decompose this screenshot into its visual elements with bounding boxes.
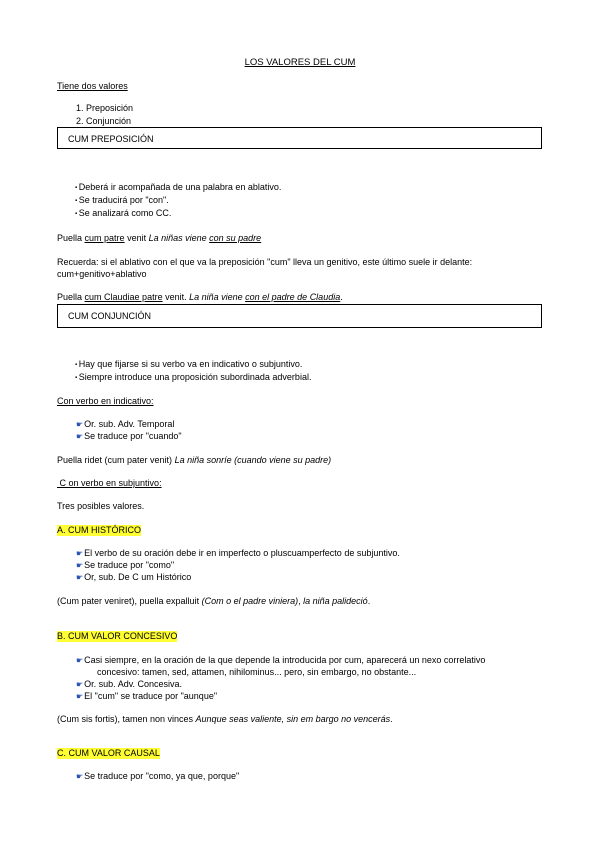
section-box-title: CUM PREPOSICIÓN xyxy=(68,134,154,144)
recuerda-line-1: Recuerda: si el ablativo con el que va la preposición "cum" lleva un genitivo, este último suele ir delante: xyxy=(57,257,473,267)
pointing-hand-icon: ☛ xyxy=(76,420,84,429)
pointing-hand-icon: ☛ xyxy=(76,573,84,582)
list-item xyxy=(76,679,182,690)
list-item xyxy=(76,771,239,782)
translation-text: (Com o el padre viniera) xyxy=(201,596,299,606)
translation-underlined: con el padre de Claudia xyxy=(245,292,341,302)
pointing-hand-icon: ☛ xyxy=(76,549,84,558)
punctuation: . xyxy=(390,714,393,724)
list-item: ▪ Deberá ir acompañada de una palabra en ablativo. xyxy=(75,182,281,194)
pointing-hand-icon: ☛ xyxy=(76,561,84,570)
indicativo-heading: Con verbo en indicativo: xyxy=(57,396,154,406)
list-item-label: Or. sub. Adv. Temporal xyxy=(84,419,175,429)
latin-text: Puella xyxy=(57,292,85,302)
pointing-hand-icon: ☛ xyxy=(76,772,84,781)
latin-text: venit xyxy=(124,233,149,243)
list-item-label: Se traduce por "como, ya que, porque" xyxy=(84,771,240,781)
list-item-label: Casi siempre, en la oración de la que depende la introducida por cum, aparecerá un nexo correlativo xyxy=(84,655,486,665)
intro-item-2: 2. Conjunción xyxy=(76,116,132,126)
translation-text: La niñas viene xyxy=(148,233,210,243)
list-item: ▪ Se traducirá por "con". xyxy=(75,195,169,207)
latin-text: (Cum sis fortis), tamen non vinces xyxy=(57,714,196,724)
intro-heading: Tiene dos valores xyxy=(57,81,128,91)
translation-underlined: con su padre xyxy=(209,233,262,243)
punctuation: . xyxy=(340,292,343,302)
historico-heading: A. CUM HISTÓRICO xyxy=(57,525,142,535)
tres-valores-text: Tres posibles valores. xyxy=(57,501,145,511)
list-item-label: Or. sub. Adv. Concesiva. xyxy=(84,679,183,689)
latin-underlined: cum Claudiae patre xyxy=(84,292,163,302)
list-item xyxy=(76,655,485,666)
list-item xyxy=(76,419,174,430)
recuerda-line-2: cum+genitivo+ablativo xyxy=(57,269,147,279)
list-item xyxy=(76,431,182,442)
subjuntivo-heading: C on verbo en subjuntivo: xyxy=(57,478,162,488)
example-sentence xyxy=(57,714,393,725)
example-sentence xyxy=(57,455,331,466)
list-item xyxy=(76,572,191,583)
latin-text: (Cum pater veniret), puella expalluit xyxy=(57,596,202,606)
latin-text: Puella ridet (cum pater venit) xyxy=(57,455,175,465)
latin-underlined: cum patre xyxy=(84,233,125,243)
translation-text: la niña palideció xyxy=(303,596,368,606)
list-item-label: El verbo de su oración debe ir en imperfecto o pluscuamperfecto de subjuntivo. xyxy=(84,548,400,558)
list-item xyxy=(76,548,400,559)
punctuation: , xyxy=(298,596,304,606)
list-item-continuation: concesivo: tamen, sed, attamen, nihilominus... pero, sin embargo, no obstante... xyxy=(97,667,417,677)
translation-text: La niña sonríe (cuando viene su padre) xyxy=(174,455,332,465)
pointing-hand-icon: ☛ xyxy=(76,692,84,701)
list-item xyxy=(76,560,174,571)
example-sentence xyxy=(57,233,261,244)
list-item-label: El "cum" se traduce por "aunque" xyxy=(84,691,218,701)
latin-text: venit. xyxy=(162,292,190,302)
pointing-hand-icon: ☛ xyxy=(76,656,84,665)
translation-text: Aunque seas valiente, sin em bargo no vencerás xyxy=(195,714,391,724)
list-item-label: Se traduce por "como" xyxy=(84,560,175,570)
section-box-preposicion xyxy=(57,127,542,149)
list-item: ▪ Siempre introduce una proposición subordinada adverbial. xyxy=(75,372,311,384)
pointing-hand-icon: ☛ xyxy=(76,680,84,689)
example-sentence xyxy=(57,596,370,607)
intro-item-1: 1. Preposición xyxy=(76,103,134,113)
latin-text: Puella xyxy=(57,233,85,243)
example-sentence xyxy=(57,292,343,303)
list-item: ▪ Se analizará como CC. xyxy=(75,208,171,220)
concesivo-heading: B. CUM VALOR CONCESIVO xyxy=(57,631,178,641)
section-box-conjuncion xyxy=(57,304,542,328)
page-title: LOS VALORES DEL CUM xyxy=(244,57,356,68)
list-item: ▪ Hay que fijarse si su verbo va en indicativo o subjuntivo. xyxy=(75,359,302,371)
list-item-label: Se traduce por "cuando" xyxy=(84,431,182,441)
translation-text: La niña viene xyxy=(189,292,246,302)
pointing-hand-icon: ☛ xyxy=(76,432,84,441)
punctuation: . xyxy=(367,596,371,606)
list-item xyxy=(76,691,217,702)
list-item-label: Or, sub. De C um Histórico xyxy=(84,572,192,582)
section-box-title: CUM CONJUNCIÓN xyxy=(68,311,151,321)
causal-heading: C. CUM VALOR CAUSAL xyxy=(57,748,160,758)
